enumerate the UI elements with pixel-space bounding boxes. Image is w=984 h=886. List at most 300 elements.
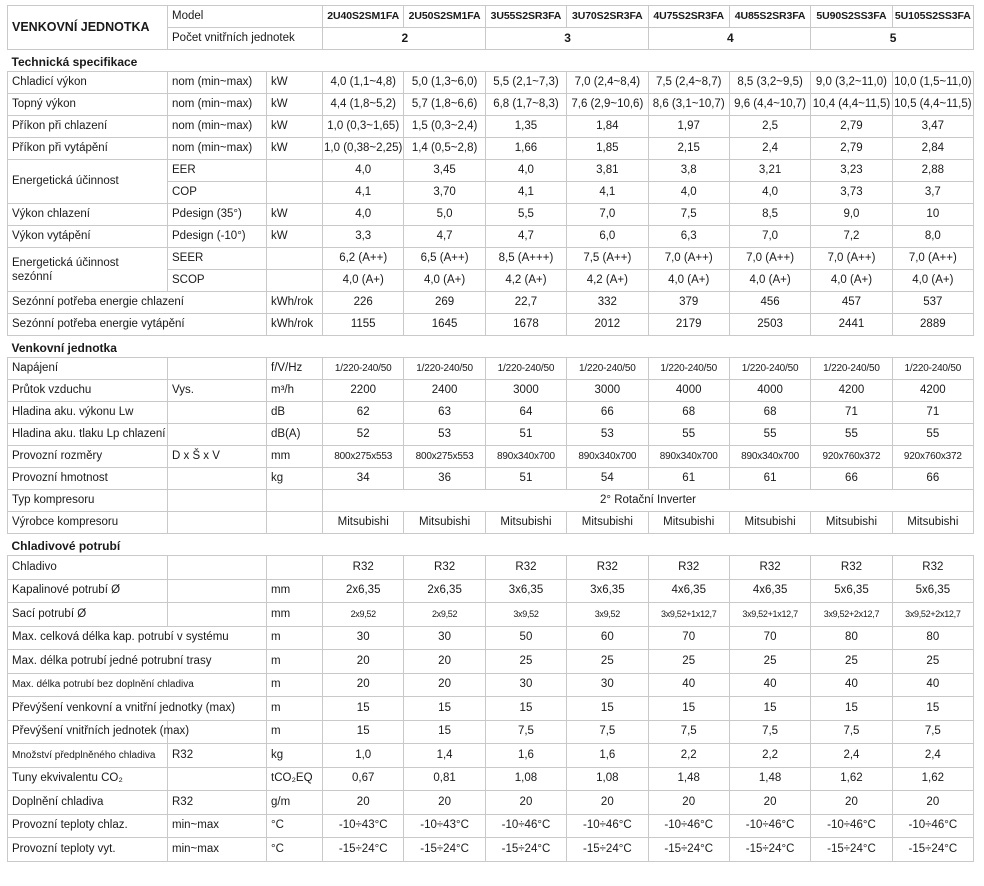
value-cell: 4,0 (485, 160, 566, 182)
value-cell: 1,84 (567, 116, 648, 138)
row-label (8, 248, 168, 292)
value-cell: 3x9,52+2x12,7 (811, 603, 892, 627)
row-label: Max. celková délka kap. potrubí v systému (8, 626, 267, 650)
value-cell: 2400 (404, 380, 485, 402)
row-unit (267, 556, 323, 580)
value-cell: -10÷46°C (648, 814, 729, 838)
value-cell: 537 (892, 292, 973, 314)
value-cell: 51 (485, 468, 566, 490)
table-row (8, 490, 974, 512)
value-cell: 1,6 (567, 744, 648, 768)
value-cell: 2200 (323, 380, 404, 402)
value-cell: -15÷24°C (323, 838, 404, 862)
section-tech-spec-row (8, 50, 974, 72)
value-cell: 34 (323, 468, 404, 490)
row-label: Provozní teploty vyt. (8, 838, 168, 862)
value-cell: 1,4 (404, 744, 485, 768)
row-sub-label: nom (min~max) (168, 72, 267, 94)
row-sub-label: EER (168, 160, 267, 182)
table-row (8, 72, 974, 94)
row-label: Výkon vytápění (8, 226, 168, 248)
value-cell: 9,0 (3,2~11,0) (811, 72, 892, 94)
value-cell: 2,79 (811, 138, 892, 160)
table-row (8, 116, 974, 138)
row-unit: kW (267, 116, 323, 138)
row-label: Průtok vzduchu (8, 380, 168, 402)
value-cell: 25 (811, 650, 892, 674)
value-cell: 1/220-240/50 (648, 358, 729, 380)
value-cell: 30 (485, 673, 566, 697)
value-cell: 40 (648, 673, 729, 697)
indoor-count: 4 (648, 28, 811, 50)
row-label: Sací potrubí Ø (8, 603, 168, 627)
table-row (8, 579, 974, 603)
row-label: Napájení (8, 358, 168, 380)
value-cell: 2889 (892, 314, 973, 336)
value-cell: 2x9,52 (404, 603, 485, 627)
row-sub-label: D x Š x V (168, 446, 267, 468)
row-sub-label: Vys. (168, 380, 267, 402)
table-row (8, 838, 974, 862)
value-cell: 25 (892, 650, 973, 674)
value-cell: 5x6,35 (892, 579, 973, 603)
row-label-line: sezónní (12, 270, 53, 283)
value-cell: 60 (567, 626, 648, 650)
row-unit: m (267, 673, 323, 697)
row-label: Příkon při chlazení (8, 116, 168, 138)
value-cell: 7,0 (A++) (729, 248, 810, 270)
value-cell: 15 (485, 697, 566, 721)
section-outdoor-unit: Venkovní jednotka (8, 336, 974, 358)
row-sub-label (168, 556, 267, 580)
row-unit: dB (267, 402, 323, 424)
value-cell: 63 (404, 402, 485, 424)
row-unit: f/V/Hz (267, 358, 323, 380)
value-cell: 8,5 (3,2~9,5) (729, 72, 810, 94)
value-cell: 457 (811, 292, 892, 314)
value-cell: 20 (648, 791, 729, 815)
value-cell: 7,5 (648, 204, 729, 226)
value-cell: -15÷24°C (811, 838, 892, 862)
value-cell: -10÷46°C (567, 814, 648, 838)
row-unit: kWh/rok (267, 292, 323, 314)
row-unit: kg (267, 744, 323, 768)
value-cell: 15 (323, 697, 404, 721)
value-cell: 20 (323, 650, 404, 674)
value-cell: Mitsubishi (811, 512, 892, 534)
value-cell: 7,5 (485, 720, 566, 744)
row-label: Sezónní potřeba energie vytápění (8, 314, 267, 336)
row-unit: g/m (267, 791, 323, 815)
indoor-count: 5 (811, 28, 974, 50)
value-cell: 890x340x700 (729, 446, 810, 468)
value-cell: 3000 (485, 380, 566, 402)
value-cell: 3,8 (648, 160, 729, 182)
value-cell: 40 (729, 673, 810, 697)
value-cell: 70 (648, 626, 729, 650)
table-row (8, 160, 974, 182)
row-unit: tCO₂EQ (267, 767, 323, 791)
value-cell: 1/220-240/50 (323, 358, 404, 380)
section-refrigerant-piping: Chladivové potrubí (8, 534, 974, 556)
value-cell: 890x340x700 (648, 446, 729, 468)
table-row (8, 424, 974, 446)
value-cell: 36 (404, 468, 485, 490)
value-cell: 68 (729, 402, 810, 424)
value-cell: 20 (323, 791, 404, 815)
value-cell: 53 (404, 424, 485, 446)
table-row (8, 767, 974, 791)
row-sub-label: SCOP (168, 270, 267, 292)
value-cell: 25 (648, 650, 729, 674)
value-cell: R32 (729, 556, 810, 580)
value-cell: 2x9,52 (323, 603, 404, 627)
value-cell: 10 (892, 204, 973, 226)
table-title: VENKOVNÍ JEDNOTKA (8, 6, 168, 50)
table-row (8, 138, 974, 160)
value-cell: 20 (485, 791, 566, 815)
row-label: Převýšení vnitřních jednotek (max) (8, 720, 168, 744)
row-sub-label: Pdesign (35°) (168, 204, 267, 226)
value-cell: 1/220-240/50 (485, 358, 566, 380)
value-cell: 920x760x372 (892, 446, 973, 468)
row-unit (267, 490, 323, 512)
row-sub-label: nom (min~max) (168, 116, 267, 138)
row-unit: °C (267, 838, 323, 862)
value-cell: 25 (729, 650, 810, 674)
value-cell: 10,0 (1,5~11,0) (892, 72, 973, 94)
table-row (8, 292, 974, 314)
value-cell: 20 (892, 791, 973, 815)
value-cell: 7,5 (729, 720, 810, 744)
value-cell: 66 (567, 402, 648, 424)
row-sub-label: R32 (168, 744, 267, 768)
value-cell: 4,7 (404, 226, 485, 248)
value-cell: 4200 (892, 380, 973, 402)
value-cell: 4000 (729, 380, 810, 402)
value-cell: 4,4 (1,8~5,2) (323, 94, 404, 116)
row-label: Kapalinové potrubí Ø (8, 579, 168, 603)
value-cell: Mitsubishi (404, 512, 485, 534)
value-cell: 6,3 (648, 226, 729, 248)
value-cell: 15 (323, 720, 404, 744)
value-cell: R32 (323, 556, 404, 580)
value-cell: 3x6,35 (485, 579, 566, 603)
value-cell: 2,4 (811, 744, 892, 768)
value-cell: 6,8 (1,7~8,3) (485, 94, 566, 116)
row-unit: kg (267, 468, 323, 490)
value-cell: 6,5 (A++) (404, 248, 485, 270)
value-cell: 4x6,35 (648, 579, 729, 603)
value-cell: 5x6,35 (811, 579, 892, 603)
value-cell: 2,79 (811, 116, 892, 138)
value-cell: 40 (811, 673, 892, 697)
value-cell: 20 (404, 673, 485, 697)
value-cell: 1678 (485, 314, 566, 336)
row-sub-label (168, 490, 267, 512)
row-label: Energetická účinnost (8, 160, 168, 204)
table-row (8, 603, 974, 627)
value-cell: 1155 (323, 314, 404, 336)
value-cell: 800x275x553 (323, 446, 404, 468)
row-label: Hladina aku. tlaku Lp chlazení (8, 424, 168, 446)
value-cell: 890x340x700 (567, 446, 648, 468)
value-cell: 1,66 (485, 138, 566, 160)
value-cell: 3,7 (892, 182, 973, 204)
value-cell: 20 (323, 673, 404, 697)
value-cell: Mitsubishi (485, 512, 566, 534)
row-label: Doplnění chladiva (8, 791, 168, 815)
value-cell: 25 (567, 650, 648, 674)
table-row (8, 204, 974, 226)
value-cell: 4,1 (485, 182, 566, 204)
value-cell: 5,0 (1,3~6,0) (404, 72, 485, 94)
value-cell: 2179 (648, 314, 729, 336)
value-cell: -10÷46°C (485, 814, 566, 838)
row-label-line: Energetická účinnost (12, 256, 119, 269)
value-cell: 40 (892, 673, 973, 697)
value-cell: -10÷43°C (323, 814, 404, 838)
value-cell: 0,67 (323, 767, 404, 791)
model-name: 3U70S2SR3FA (567, 6, 648, 28)
value-cell: 226 (323, 292, 404, 314)
value-cell: 8,5 (A+++) (485, 248, 566, 270)
value-cell: -15÷24°C (567, 838, 648, 862)
value-cell: 3x9,52 (485, 603, 566, 627)
value-cell: 15 (648, 697, 729, 721)
count-label: Počet vnitřních jednotek (168, 28, 323, 50)
value-cell: R32 (404, 556, 485, 580)
value-cell: Mitsubishi (729, 512, 810, 534)
value-cell: -10÷46°C (811, 814, 892, 838)
row-label: Hladina aku. výkonu Lw (8, 402, 168, 424)
value-cell: 1,08 (567, 767, 648, 791)
row-unit: kW (267, 226, 323, 248)
table-row (8, 556, 974, 580)
value-cell: 2,4 (729, 138, 810, 160)
value-cell: 25 (485, 650, 566, 674)
section-refrigerant-piping-row (8, 534, 974, 556)
row-label: Chladicí výkon (8, 72, 168, 94)
value-cell: 61 (648, 468, 729, 490)
table-row (8, 791, 974, 815)
value-cell: 2,15 (648, 138, 729, 160)
value-cell: 1,0 (0,38~2,25) (323, 138, 404, 160)
value-cell: 55 (892, 424, 973, 446)
row-label: Příkon při vytápění (8, 138, 168, 160)
value-cell: 30 (404, 626, 485, 650)
value-cell: 1/220-240/50 (404, 358, 485, 380)
row-sub-label: nom (min~max) (168, 138, 267, 160)
row-label: Typ kompresoru (8, 490, 168, 512)
value-cell: 15 (729, 697, 810, 721)
model-name: 5U90S2SS3FA (811, 6, 892, 28)
row-sub-label (168, 603, 267, 627)
value-cell: 4200 (811, 380, 892, 402)
table-row (8, 380, 974, 402)
compressor-type-value: 2° Rotační Inverter (323, 490, 974, 512)
value-cell: 1,35 (485, 116, 566, 138)
value-cell: 3x9,52+1x12,7 (648, 603, 729, 627)
value-cell: 1,0 (323, 744, 404, 768)
value-cell: 71 (892, 402, 973, 424)
value-cell: 51 (485, 424, 566, 446)
value-cell: 920x760x372 (811, 446, 892, 468)
value-cell: 4,0 (323, 160, 404, 182)
value-cell: 3,23 (811, 160, 892, 182)
row-unit: m (267, 720, 323, 744)
row-sub-label: nom (min~max) (168, 94, 267, 116)
row-unit: m (267, 650, 323, 674)
value-cell: 64 (485, 402, 566, 424)
value-cell: 1,97 (648, 116, 729, 138)
value-cell: 7,6 (2,9~10,6) (567, 94, 648, 116)
value-cell: 4,0 (A+) (404, 270, 485, 292)
row-label: Provozní teploty chlaz. (8, 814, 168, 838)
row-unit: kW (267, 94, 323, 116)
value-cell: 2x6,35 (323, 579, 404, 603)
value-cell: 3000 (567, 380, 648, 402)
value-cell: 4,0 (A+) (811, 270, 892, 292)
value-cell: 332 (567, 292, 648, 314)
value-cell: 15 (404, 720, 485, 744)
row-unit: mm (267, 603, 323, 627)
row-sub-label (168, 358, 267, 380)
value-cell: 54 (567, 468, 648, 490)
value-cell: 7,5 (811, 720, 892, 744)
table-row (8, 814, 974, 838)
value-cell: 7,0 (A++) (892, 248, 973, 270)
value-cell: 4,0 (A+) (892, 270, 973, 292)
table-row (8, 744, 974, 768)
row-label: Max. délka potrubí jedné potrubní trasy (8, 650, 267, 674)
value-cell: 8,0 (892, 226, 973, 248)
value-cell: 80 (811, 626, 892, 650)
value-cell: 55 (729, 424, 810, 446)
table-row (8, 358, 974, 380)
value-cell: 15 (892, 697, 973, 721)
value-cell: 3,47 (892, 116, 973, 138)
row-unit: m³/h (267, 380, 323, 402)
value-cell: Mitsubishi (892, 512, 973, 534)
value-cell: 3,73 (811, 182, 892, 204)
row-unit: kW (267, 138, 323, 160)
value-cell: R32 (567, 556, 648, 580)
value-cell: 8,5 (729, 204, 810, 226)
value-cell: 1,08 (485, 767, 566, 791)
model-name: 3U55S2SR3FA (485, 6, 566, 28)
value-cell: 890x340x700 (485, 446, 566, 468)
value-cell: 3x9,52 (567, 603, 648, 627)
value-cell: 4,0 (1,1~4,8) (323, 72, 404, 94)
value-cell: 1645 (404, 314, 485, 336)
value-cell: 4,2 (A+) (567, 270, 648, 292)
value-cell: 3x6,35 (567, 579, 648, 603)
value-cell: 2503 (729, 314, 810, 336)
row-label: Provozní rozměry (8, 446, 168, 468)
value-cell: 66 (892, 468, 973, 490)
value-cell: 3,81 (567, 160, 648, 182)
value-cell: 3,45 (404, 160, 485, 182)
value-cell: 22,7 (485, 292, 566, 314)
header-model-row (8, 6, 974, 28)
value-cell: 1,62 (811, 767, 892, 791)
value-cell: 52 (323, 424, 404, 446)
row-unit: mm (267, 579, 323, 603)
value-cell: 4x6,35 (729, 579, 810, 603)
value-cell: 1,48 (648, 767, 729, 791)
value-cell: 5,5 (485, 204, 566, 226)
value-cell: 3,70 (404, 182, 485, 204)
value-cell: 4000 (648, 380, 729, 402)
model-name: 2U40S2SM1FA (323, 6, 404, 28)
value-cell: 2441 (811, 314, 892, 336)
row-sub-label (168, 767, 267, 791)
value-cell: 0,81 (404, 767, 485, 791)
table-row (8, 402, 974, 424)
value-cell: 6,2 (A++) (323, 248, 404, 270)
row-label: Množství předplněného chladiva (8, 744, 168, 768)
row-sub-label (168, 512, 267, 534)
model-name: 4U85S2SR3FA (729, 6, 810, 28)
table-row (8, 94, 974, 116)
value-cell: 1,62 (892, 767, 973, 791)
indoor-count: 3 (485, 28, 648, 50)
table-row (8, 314, 974, 336)
value-cell: 7,5 (648, 720, 729, 744)
value-cell: 15 (404, 697, 485, 721)
table-row (8, 720, 974, 744)
value-cell: Mitsubishi (567, 512, 648, 534)
row-unit (267, 248, 323, 270)
value-cell: 4,1 (323, 182, 404, 204)
value-cell: 1/220-240/50 (811, 358, 892, 380)
value-cell: 5,0 (404, 204, 485, 226)
value-cell: -15÷24°C (404, 838, 485, 862)
row-sub-label: min~max (168, 838, 267, 862)
value-cell: 20 (567, 791, 648, 815)
value-cell: 4,0 (729, 182, 810, 204)
row-unit (267, 160, 323, 182)
value-cell: 7,0 (729, 226, 810, 248)
value-cell: 269 (404, 292, 485, 314)
row-unit (267, 270, 323, 292)
table-row (8, 226, 974, 248)
value-cell: 30 (323, 626, 404, 650)
model-name: 4U75S2SR3FA (648, 6, 729, 28)
spec-table (7, 5, 974, 862)
value-cell: 1,5 (0,3~2,4) (404, 116, 485, 138)
value-cell: -10÷46°C (892, 814, 973, 838)
table-row (8, 697, 974, 721)
section-tech-spec: Technická specifikace (8, 50, 974, 72)
value-cell: 62 (323, 402, 404, 424)
table-row (8, 248, 974, 270)
value-cell: 2x6,35 (404, 579, 485, 603)
value-cell: 7,5 (567, 720, 648, 744)
row-unit: kWh/rok (267, 314, 323, 336)
value-cell: 456 (729, 292, 810, 314)
row-sub-label: R32 (168, 791, 267, 815)
value-cell: 3x9,52+1x12,7 (729, 603, 810, 627)
value-cell: 20 (404, 791, 485, 815)
row-sub-label (168, 402, 267, 424)
value-cell: 15 (567, 697, 648, 721)
value-cell: 7,0 (A++) (648, 248, 729, 270)
value-cell: 7,2 (811, 226, 892, 248)
value-cell: 15 (811, 697, 892, 721)
row-unit: dB(A) (267, 424, 323, 446)
